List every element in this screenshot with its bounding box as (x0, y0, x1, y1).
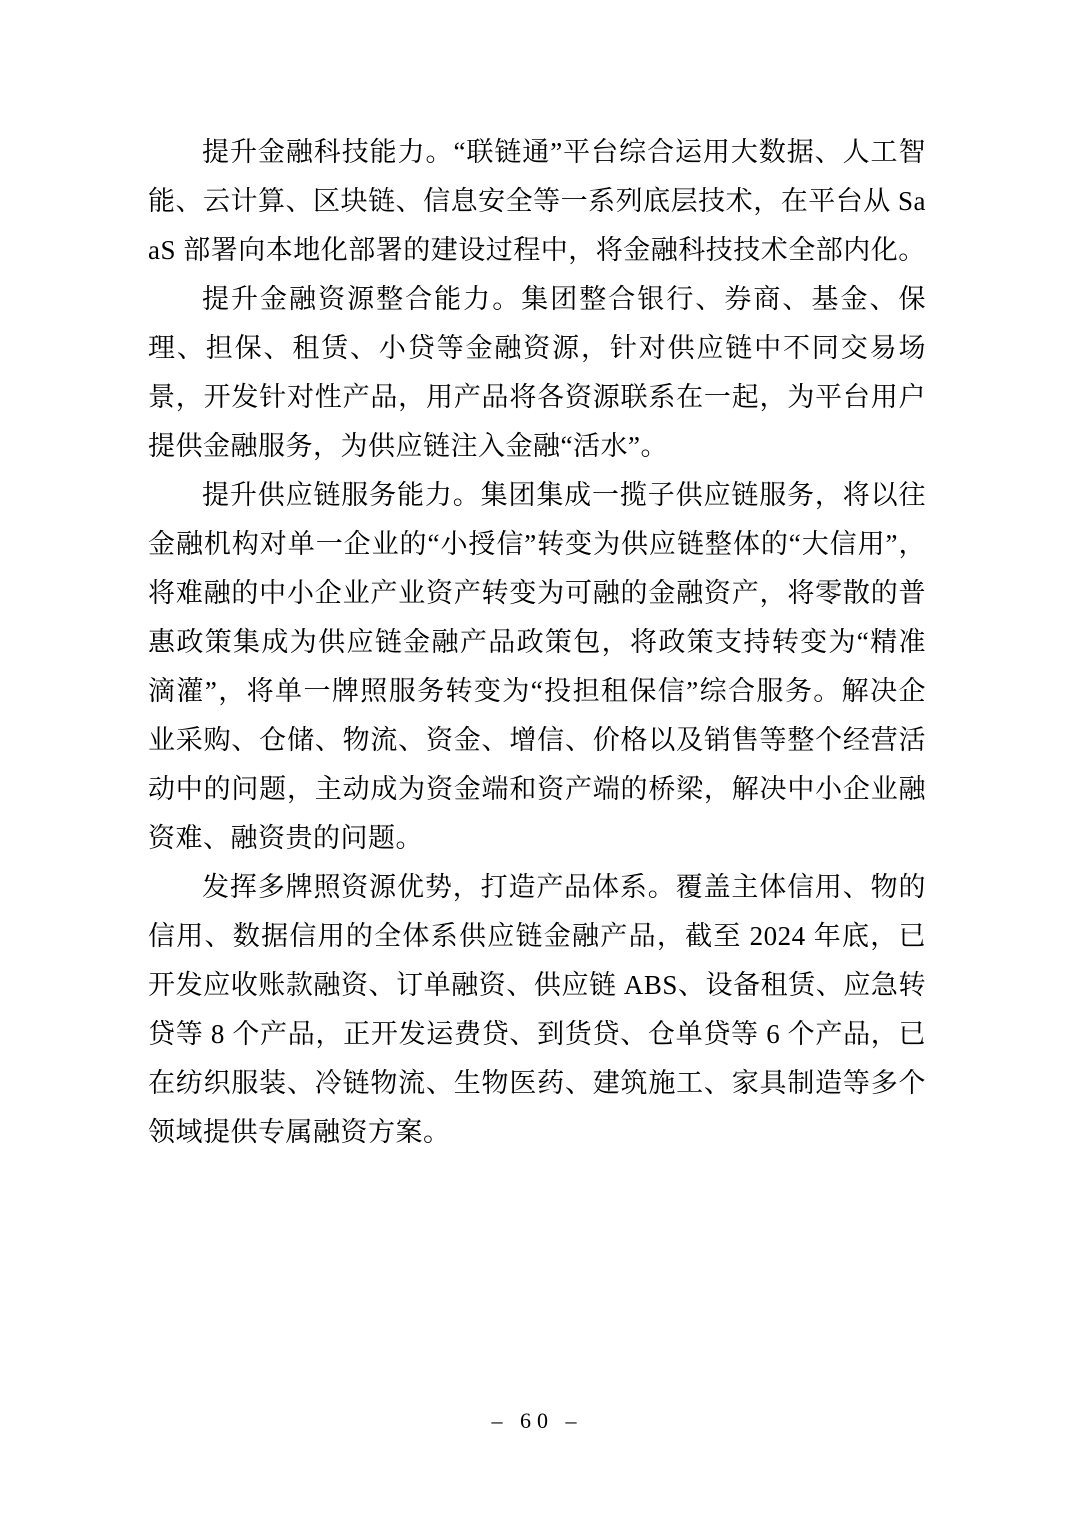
paragraph-fintech-capability: 提升金融科技能力。“联链通”平台综合运用大数据、人工智能、云计算、区块链、信息安全等一系列底层技术，在平台从 SaaS 部署向本地化部署的建设过程中，将金融科技技术全部内化。 (148, 137, 926, 265)
paragraph-multi-license-products: 发挥多牌照资源优势，打造产品体系。覆盖主体信用、物的信用、数据信用的全体系供应链金融产品，截至 2024 年底，已开发应收账款融资、订单融资、供应链 ABS、设备租赁、应急转贷等 8 个产品，正开发运费贷、到货贷、仓单贷等 6 个产品，已在纺织服装、冷链物流、生物医药、建筑施工、家具制造等多个领域提供专属融资方案。 (148, 872, 926, 1147)
paragraph-financial-resource-integration: 提升金融资源整合能力。集团整合银行、券商、基金、保理、担保、租赁、小贷等金融资源，针对供应链中不同交易场景，开发针对性产品，用产品将各资源联系在一起，为平台用户提供金融服务，为供应链注入金融“活水”。 (148, 284, 926, 461)
page-footer (0, 1408, 1074, 1434)
paragraph-supply-chain-service: 提升供应链服务能力。集团集成一揽子供应链服务，将以往金融机构对单一企业的“小授信”转变为供应链整体的“大信用”，将难融的中小企业产业资产转变为可融的金融资产，将零散的普惠政策集成为供应链金融产品政策包，将政策支持转变为“精准滴灌”，将单一牌照服务转变为“投担租保信”综合服务。解决企业采购、仓储、物流、资金、增信、价格以及销售等整个经营活动中的问题，主动成为资金端和资产端的桥梁，解决中小企业融资难、融资贵的问题。 (148, 480, 926, 853)
document-body (148, 128, 926, 1157)
page-number: – 60 – (491, 1408, 583, 1433)
